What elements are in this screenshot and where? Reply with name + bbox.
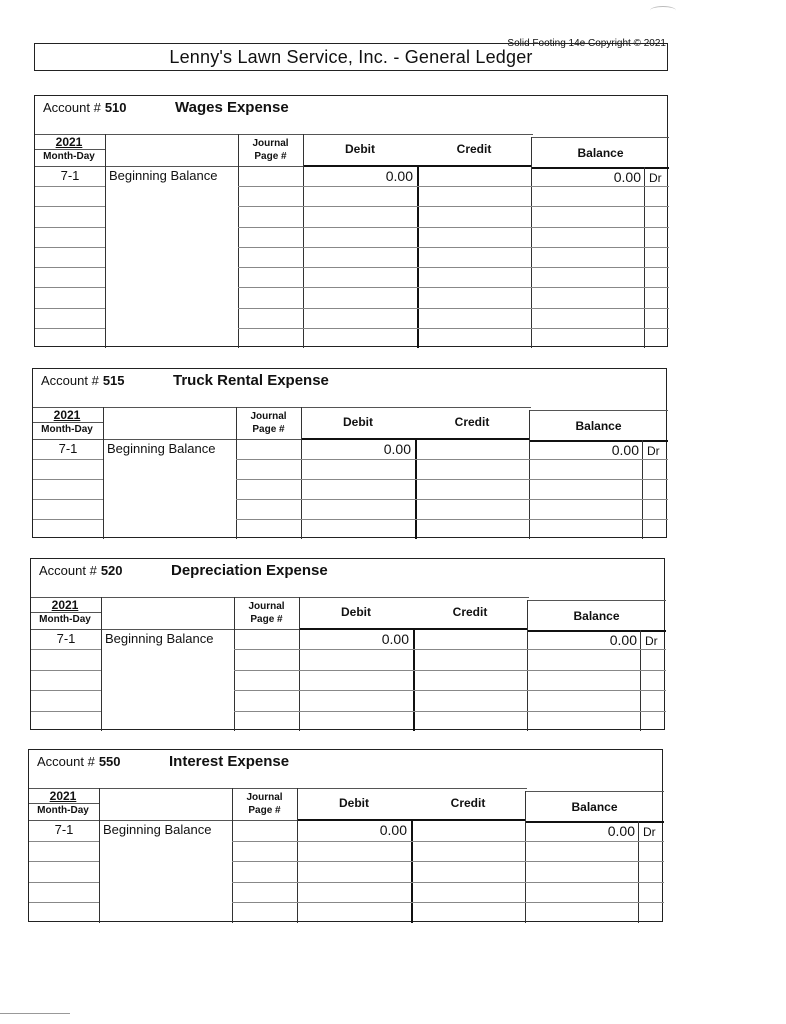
entry-date: 7-1 — [54, 822, 74, 837]
entry-debit[interactable]: 0.00 — [383, 441, 411, 457]
account-name: Depreciation Expense — [171, 562, 328, 579]
column-header-journal-page — [236, 410, 301, 436]
account-number-label — [37, 754, 121, 769]
header-top-line-right — [299, 597, 529, 598]
column-header-credit: Credit — [454, 415, 490, 429]
ledger-entry-row[interactable] — [31, 711, 666, 731]
column-header-debit: Debit — [345, 142, 375, 156]
column-header-year: 2021 — [51, 598, 79, 612]
column-header-debit: Debit — [341, 605, 371, 619]
balance-header-top-line — [527, 600, 666, 601]
ledger-entry-row[interactable] — [35, 186, 669, 206]
entry-dr-cr[interactable]: Dr — [647, 444, 660, 458]
column-header-credit: Credit — [450, 796, 486, 810]
ledger-entry-row[interactable] — [35, 267, 669, 287]
entry-debit[interactable]: 0.00 — [385, 168, 413, 184]
year-divider — [29, 803, 99, 804]
ledger-entry-row[interactable] — [29, 861, 664, 882]
ledger-entry-row[interactable] — [33, 499, 668, 519]
journal-label: Journal — [250, 411, 287, 422]
scan-artifact-mark — [650, 6, 676, 15]
ledger-entry-row[interactable] — [31, 670, 666, 690]
ledger-entry-row[interactable] — [35, 308, 669, 328]
account-0 — [34, 95, 668, 347]
account-number: 510 — [104, 100, 127, 115]
journal-label: Journal — [248, 601, 285, 612]
year-divider — [33, 422, 103, 423]
account-1 — [32, 368, 667, 538]
ledger-title-box — [34, 43, 668, 71]
ledger-entry-row[interactable] — [33, 479, 668, 499]
entry-dr-cr[interactable]: Dr — [645, 634, 658, 648]
entry-debit[interactable]: 0.00 — [379, 822, 407, 838]
account-name: Wages Expense — [175, 99, 289, 116]
column-header-journal-page — [238, 137, 303, 163]
entry-balance[interactable]: 0.00 — [609, 632, 637, 648]
scan-artifact-line — [0, 1013, 70, 1014]
entry-description: Beginning Balance — [109, 168, 218, 183]
year-divider — [35, 149, 105, 150]
column-header-year: 2021 — [53, 408, 81, 422]
year-divider — [31, 612, 101, 613]
column-header-year: 2021 — [55, 135, 83, 149]
account-label-text: Account # — [39, 563, 97, 578]
column-header-month-day: Month-Day — [37, 805, 89, 816]
header-top-line-right — [303, 134, 533, 135]
entry-description: Beginning Balance — [107, 441, 216, 456]
ledger-entry-row[interactable] — [35, 287, 669, 307]
ledger-title: Lenny's Lawn Service, Inc. - General Ledger — [169, 47, 533, 67]
ledger-entry-row[interactable] — [31, 690, 666, 710]
header-top-line-right — [297, 788, 527, 789]
ledger-entry-row[interactable] — [35, 247, 669, 267]
header-top-line-right — [301, 407, 531, 408]
column-header-month-day: Month-Day — [39, 614, 91, 625]
ledger-entry-row[interactable] — [29, 841, 664, 862]
balance-header-top-line — [531, 137, 669, 138]
column-header-debit: Debit — [339, 796, 369, 810]
entry-dr-cr[interactable]: Dr — [643, 825, 656, 839]
account-name: Truck Rental Expense — [173, 372, 329, 389]
ledger-entry-row[interactable] — [35, 328, 669, 348]
ledger-entry-row[interactable] — [35, 206, 669, 226]
account-number-label — [43, 100, 127, 115]
column-header-credit: Credit — [456, 142, 492, 156]
header-bottom-line-left — [33, 439, 301, 440]
page-label: Page # — [248, 805, 281, 816]
ledger-entry-row[interactable] — [33, 459, 668, 479]
column-header-balance: Balance — [577, 146, 624, 160]
column-header-month-day: Month-Day — [43, 151, 95, 162]
ledger-entry-row[interactable] — [35, 227, 669, 247]
column-header-year: 2021 — [49, 789, 77, 803]
entry-balance[interactable]: 0.00 — [607, 823, 635, 839]
account-number-label — [41, 373, 125, 388]
column-header-balance: Balance — [573, 609, 620, 623]
entry-date: 7-1 — [60, 168, 80, 183]
account-label-text: Account # — [43, 100, 101, 115]
page-label: Page # — [250, 614, 283, 625]
column-header-journal-page — [232, 791, 297, 817]
entry-balance[interactable]: 0.00 — [613, 169, 641, 185]
header-bottom-line-left — [29, 820, 297, 821]
page-label: Page # — [252, 424, 285, 435]
account-3 — [28, 749, 663, 922]
page-label: Page # — [254, 151, 287, 162]
ledger-entry-row[interactable] — [29, 882, 664, 903]
column-header-journal-page — [234, 600, 299, 626]
account-number: 520 — [100, 563, 123, 578]
column-header-debit: Debit — [343, 415, 373, 429]
entry-date: 7-1 — [58, 441, 78, 456]
entry-date: 7-1 — [56, 631, 76, 646]
account-label-text: Account # — [37, 754, 95, 769]
entry-dr-cr[interactable]: Dr — [649, 171, 662, 185]
ledger-entry-row[interactable] — [31, 649, 666, 669]
account-2 — [30, 558, 665, 730]
balance-header-top-line — [529, 410, 668, 411]
account-number: 550 — [98, 754, 121, 769]
balance-header-top-line — [525, 791, 664, 792]
ledger-entry-row[interactable] — [33, 519, 668, 539]
column-header-credit: Credit — [452, 605, 488, 619]
header-bottom-line-left — [31, 629, 299, 630]
journal-label: Journal — [246, 792, 283, 803]
account-number-label — [39, 563, 123, 578]
account-number: 515 — [102, 373, 125, 388]
entry-description: Beginning Balance — [105, 631, 214, 646]
entry-description: Beginning Balance — [103, 822, 212, 837]
journal-label: Journal — [252, 138, 289, 149]
column-header-balance: Balance — [571, 800, 618, 814]
account-label-text: Account # — [41, 373, 99, 388]
entry-debit[interactable]: 0.00 — [381, 631, 409, 647]
copyright-note: Solid Footing 14e Copyright © 2021 — [507, 38, 666, 49]
entry-balance[interactable]: 0.00 — [611, 442, 639, 458]
column-header-month-day: Month-Day — [41, 424, 93, 435]
ledger-entry-row[interactable] — [29, 902, 664, 923]
header-bottom-line-left — [35, 166, 303, 167]
account-name: Interest Expense — [169, 753, 290, 770]
column-header-balance: Balance — [575, 419, 622, 433]
